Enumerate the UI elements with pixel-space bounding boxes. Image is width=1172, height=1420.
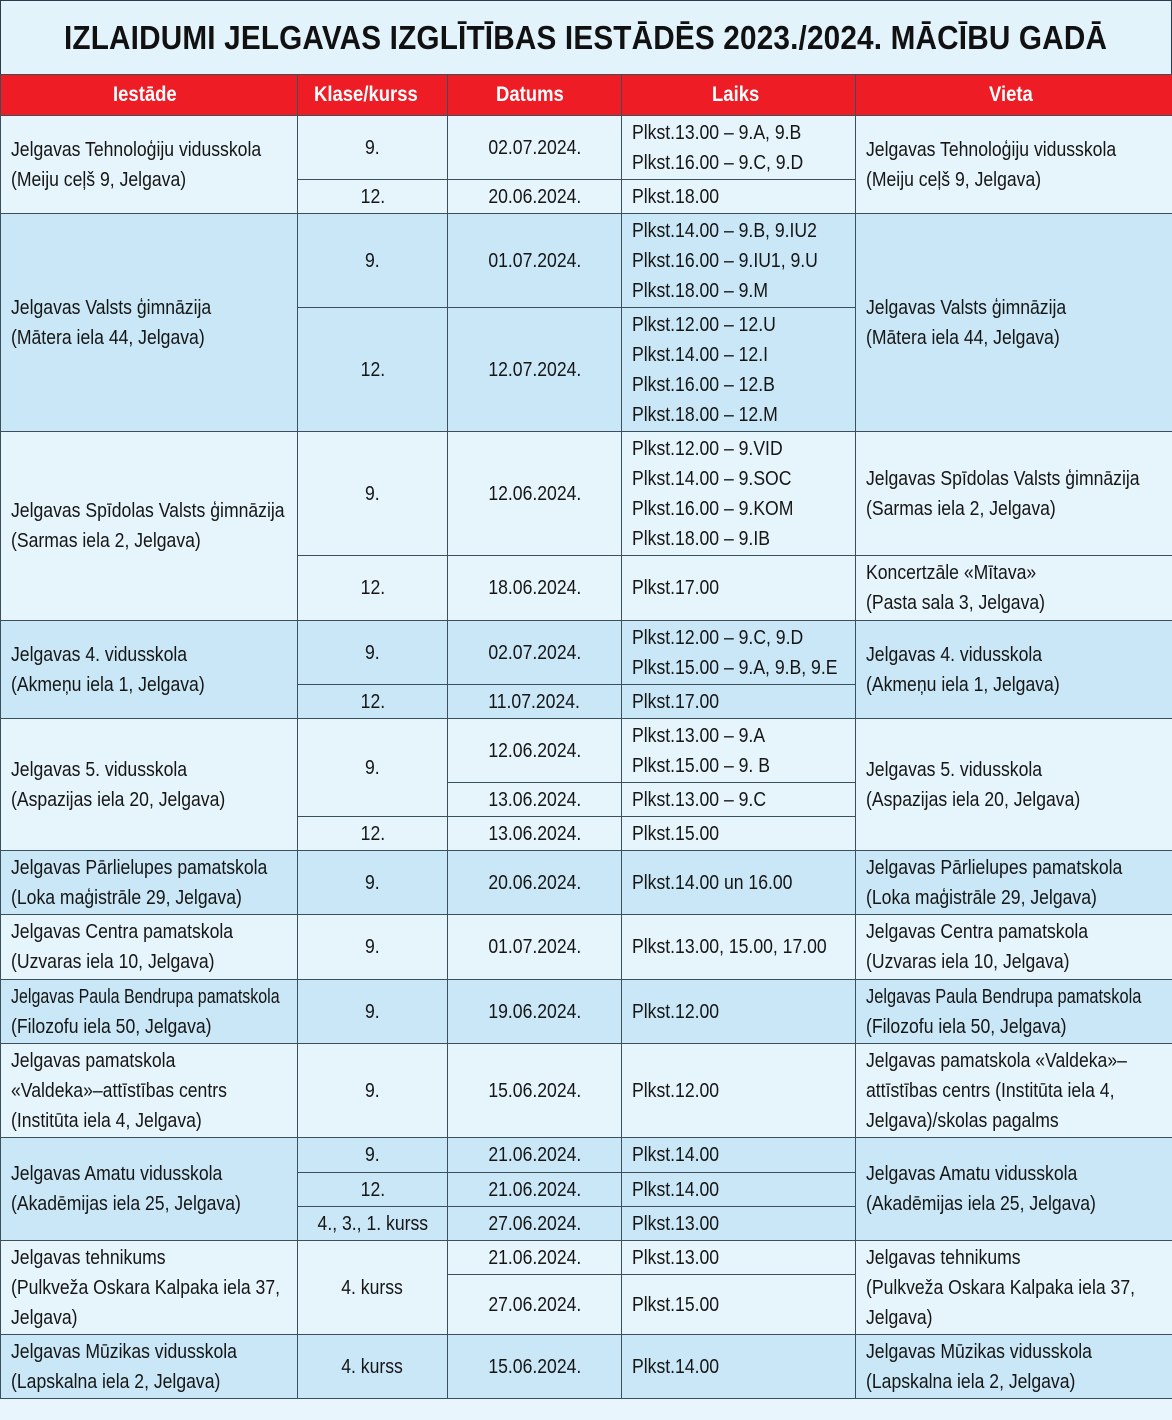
class-cell [298,719,448,817]
cell-text: Klase/kurss [313,83,418,106]
cell-text: (Mātera iela 44, Jelgava) [866,326,1060,349]
school-cell [1,116,298,214]
place-cell [856,1044,1172,1138]
cell-text: (Institūta iela 4, Jelgava) [11,1109,202,1132]
header-iestade [1,75,298,116]
cell-text: 12.06.2024. [488,739,581,762]
cell-text: 12.06.2024. [488,482,581,505]
time-cell [622,817,856,851]
class-cell [298,1044,448,1138]
cell-text: 20.06.2024. [488,871,581,894]
header-vieta [856,75,1172,116]
cell-text: Jelgavas Paula Bendrupa pamatskola [866,985,1142,1008]
cell-text: Plkst.15.00 – 9. B [632,754,770,777]
time-cell [622,1207,856,1241]
cell-text: Plkst.15.00 [632,1293,720,1316]
cell-text: (Loka maģistrāle 29, Jelgava) [11,886,242,909]
cell-text: Plkst.12.00 – 12.U [632,313,776,336]
cell-text: 27.06.2024. [488,1293,581,1316]
table-row [1,621,1172,685]
time-cell [622,915,856,980]
cell-text: Jelgavas Tehnoloģiju vidusskola [11,138,262,161]
table-row [1,980,1172,1044]
cell-text: (Filozofu iela 50, Jelgava) [11,1015,212,1038]
date-cell [448,621,622,685]
cell-text: (Pasta sala 3, Jelgava) [866,592,1046,614]
school-cell [1,1138,298,1241]
table-row [1,1044,1172,1138]
cell-text: Jelgavas Valsts ģimnāzija [866,296,1067,319]
cell-text: Jelgavas pamatskola «Valdeka»– [866,1049,1127,1072]
time-cell [622,980,856,1044]
table-row [1,432,1172,556]
cell-text: 20.06.2024. [488,185,581,208]
header-klase [298,75,448,116]
cell-text: (Akmeņu iela 1, Jelgava) [866,673,1060,696]
cell-text: 15.06.2024. [488,1079,581,1102]
cell-text: Plkst.16.00 – 9.IU1, 9.U [632,249,818,272]
cell-text: 19.06.2024. [488,1000,581,1023]
cell-text: 15.06.2024. [488,1355,581,1378]
table-row [1,719,1172,783]
cell-text: 9. [365,249,380,272]
cell-text: 9. [365,641,380,664]
cell-text: (Sarmas iela 2, Jelgava) [866,497,1056,520]
cell-text: 12. [360,358,385,381]
date-cell [448,432,622,556]
time-cell [622,783,856,817]
cell-text: «Valdeka»–attīstības centrs [11,1079,227,1102]
cell-text: IZLAIDUMI JELGAVAS IZGLĪTĪBAS IESTĀDĒS 2023./2024. MĀCĪBU GADĀ [64,18,1108,56]
cell-text: (Sarmas iela 2, Jelgava) [11,530,201,552]
time-cell [622,1241,856,1275]
school-cell [1,1241,298,1335]
class-cell [298,180,448,214]
cell-text: 12.07.2024. [488,358,581,381]
cell-text: Jelgavas Amatu vidusskola [11,1163,223,1185]
place-cell [856,556,1172,621]
place-cell [856,1138,1172,1241]
table-row [1,1241,1172,1275]
cell-text: 9. [365,482,380,505]
date-cell [448,180,622,214]
cell-text: 9. [365,756,380,779]
cell-text: (Aspazijas iela 20, Jelgava) [11,788,226,811]
date-cell [448,308,622,432]
cell-text: Jelgavas 4. vidusskola [866,643,1043,666]
cell-text: 27.06.2024. [488,1212,581,1235]
cell-text: 12. [360,577,385,599]
cell-text: Plkst.12.00 – 9.C, 9.D [632,626,804,649]
place-cell [856,915,1172,980]
cell-text: (Pulkveža Oskara Kalpaka iela 37, [866,1276,1136,1299]
table-row [1,915,1172,980]
class-cell [298,621,448,685]
time-cell [622,556,856,621]
date-cell [448,1044,622,1138]
cell-text: (Meiju ceļš 9, Jelgava) [866,168,1042,191]
cell-text: 12. [360,185,385,208]
cell-text: (Uzvaras iela 10, Jelgava) [11,951,215,973]
table-row [1,116,1172,180]
cell-text: (Pulkveža Oskara Kalpaka iela 37, [11,1276,281,1299]
class-cell [298,556,448,621]
class-cell [298,1173,448,1207]
cell-text: Jelgavas Spīdolas Valsts ģimnāzija [11,500,285,522]
cell-text: Jelgavas Tehnoloģiju vidusskola [866,138,1117,161]
cell-text: 12. [360,1178,385,1201]
cell-text: Koncertzāle «Mītava» [866,562,1037,584]
cell-text: Plkst.18.00 – 9.M [632,279,768,302]
cell-text: (Akadēmijas iela 25, Jelgava) [11,1193,241,1215]
cell-text: 02.07.2024. [488,136,581,159]
cell-text: attīstības centrs (Institūta iela 4, [866,1079,1115,1102]
cell-text: Plkst.15.00 [632,822,720,845]
table-row [1,1138,1172,1173]
date-cell [448,851,622,915]
cell-text: Jelgavas tehnikums [11,1246,166,1269]
place-cell [856,214,1172,432]
place-cell [856,980,1172,1044]
cell-text: Jelgavas 5. vidusskola [866,758,1043,781]
cell-text: Jelgavas Mūzikas vidusskola [11,1340,237,1363]
table-row [1,1335,1172,1399]
place-cell [856,621,1172,719]
cell-text: Vieta [989,83,1033,106]
cell-text: Jelgava)/skolas pagalms [866,1109,1059,1132]
table-row [1,214,1172,308]
cell-text: Plkst.14.00 – 12.I [632,343,769,366]
school-cell [1,621,298,719]
header-row [1,75,1172,116]
cell-text: Plkst.14.00 – 9.SOC [632,467,792,490]
time-cell [622,180,856,214]
time-cell [622,308,856,432]
date-cell [448,1275,622,1335]
cell-text: (Meiju ceļš 9, Jelgava) [11,168,187,191]
time-cell [622,851,856,915]
time-cell [622,116,856,180]
cell-text: (Akadēmijas iela 25, Jelgava) [866,1193,1096,1215]
time-cell [622,1275,856,1335]
class-cell [298,915,448,980]
cell-text: 21.06.2024. [488,1246,581,1269]
time-cell [622,1335,856,1399]
cell-text: Plkst.16.00 – 9.KOM [632,497,794,520]
school-cell [1,851,298,915]
date-cell [448,1335,622,1399]
cell-text: 11.07.2024. [488,690,581,713]
cell-text: Jelgavas 5. vidusskola [11,758,188,781]
date-cell [448,1138,622,1173]
cell-text: 01.07.2024. [488,936,581,958]
cell-text: Plkst.13.00, 15.00, 17.00 [632,936,827,958]
cell-text: Plkst.17.00 [632,690,720,713]
cell-text: Plkst.13.00 [632,1246,720,1269]
date-cell [448,1207,622,1241]
cell-text: (Lapskalna iela 2, Jelgava) [11,1370,221,1393]
cell-text: 9. [365,1144,380,1166]
cell-text: Plkst.15.00 – 9.A, 9.B, 9.E [632,656,838,679]
school-cell [1,214,298,432]
cell-text: Plkst.14.00 [632,1144,720,1166]
school-cell [1,432,298,621]
cell-text: Plkst.13.00 – 9.A [632,724,766,747]
cell-text: Plkst.18.00 – 9.IB [632,527,770,550]
cell-text: 21.06.2024. [488,1144,581,1166]
date-cell [448,783,622,817]
cell-text: Jelgava) [866,1306,933,1329]
cell-text: Plkst.18.00 – 12.M [632,403,778,426]
cell-text: Jelgava) [11,1306,78,1329]
cell-text: 01.07.2024. [488,249,581,272]
date-cell [448,1173,622,1207]
time-cell [622,1044,856,1138]
cell-text: 9. [365,871,380,894]
class-cell [298,308,448,432]
cell-text: 9. [365,1079,380,1102]
class-cell [298,980,448,1044]
cell-text: Jelgavas Pārlielupes pamatskola [866,856,1123,879]
page-title [0,0,1172,74]
cell-text: Datums [495,83,564,106]
cell-text: Plkst.14.00 [632,1178,720,1201]
time-cell [622,1173,856,1207]
place-cell [856,432,1172,556]
cell-text: Plkst.14.00 [632,1355,720,1378]
place-cell [856,1241,1172,1335]
time-cell [622,685,856,719]
cell-text: 02.07.2024. [488,641,581,664]
cell-text: 4. kurss [341,1355,404,1378]
date-cell [448,719,622,783]
place-cell [856,1335,1172,1399]
date-cell [448,214,622,308]
date-cell [448,116,622,180]
cell-text: (Loka maģistrāle 29, Jelgava) [866,886,1097,909]
cell-text: (Filozofu iela 50, Jelgava) [866,1015,1067,1038]
date-cell [448,685,622,719]
cell-text: Plkst.12.00 [632,1000,720,1023]
class-cell [298,817,448,851]
cell-text: 9. [365,136,380,159]
class-cell [298,1138,448,1173]
cell-text: (Lapskalna iela 2, Jelgava) [866,1370,1076,1393]
cell-text: (Mātera iela 44, Jelgava) [11,326,205,349]
cell-text: Jelgavas tehnikums [866,1246,1021,1269]
cell-text: (Aspazijas iela 20, Jelgava) [866,788,1081,811]
cell-text: Plkst.17.00 [632,577,720,599]
class-cell [298,432,448,556]
cell-text: 4. kurss [341,1276,404,1299]
cell-text: Jelgavas Valsts ģimnāzija [11,296,212,319]
cell-text: Plkst.13.00 – 9.A, 9.B [632,121,802,144]
cell-text: Plkst.18.00 [632,185,720,208]
place-cell [856,851,1172,915]
graduation-table [0,74,1172,1399]
school-cell [1,1335,298,1399]
cell-text: Jelgavas Centra pamatskola [11,921,234,943]
table-row [1,851,1172,915]
cell-text: 12. [360,822,385,845]
cell-text: Plkst.13.00 – 9.C [632,788,767,811]
cell-text: Jelgavas Pārlielupes pamatskola [11,856,268,879]
cell-text: Laiks [711,83,759,106]
class-cell [298,685,448,719]
school-cell [1,980,298,1044]
cell-text: Iestāde [112,83,177,106]
cell-text: 13.06.2024. [488,788,581,811]
date-cell [448,817,622,851]
class-cell [298,116,448,180]
cell-text: Jelgavas Mūzikas vidusskola [866,1340,1092,1363]
cell-text: 9. [365,936,380,958]
cell-text: Plkst.16.00 – 9.C, 9.D [632,151,804,174]
school-cell [1,915,298,980]
time-cell [622,1138,856,1173]
school-cell [1,719,298,851]
cell-text: Jelgavas 4. vidusskola [11,643,188,666]
header-laiks [622,75,856,116]
cell-text: (Uzvaras iela 10, Jelgava) [866,951,1070,973]
time-cell [622,621,856,685]
school-cell [1,1044,298,1138]
class-cell [298,1335,448,1399]
date-cell [448,556,622,621]
time-cell [622,432,856,556]
time-cell [622,719,856,783]
cell-text: Plkst.14.00 – 9.B, 9.IU2 [632,219,817,242]
cell-text: 18.06.2024. [488,577,581,599]
place-cell [856,719,1172,851]
cell-text: Plkst.13.00 [632,1212,720,1235]
cell-text: Plkst.12.00 – 9.VID [632,437,783,460]
cell-text: Plkst.12.00 [632,1079,720,1102]
cell-text: 21.06.2024. [488,1178,581,1201]
cell-text: 4., 3., 1. kurss [317,1212,428,1235]
cell-text: Jelgavas Amatu vidusskola [866,1163,1078,1185]
cell-text: Jelgavas Paula Bendrupa pamatskola [11,985,280,1008]
cell-text: Jelgavas pamatskola [11,1049,176,1072]
time-cell [622,214,856,308]
class-cell [298,1241,448,1335]
date-cell [448,1241,622,1275]
cell-text: 13.06.2024. [488,822,581,845]
class-cell [298,1207,448,1241]
place-cell [856,116,1172,214]
class-cell [298,851,448,915]
cell-text: Jelgavas Spīdolas Valsts ģimnāzija [866,467,1140,490]
cell-text: Jelgavas Centra pamatskola [866,921,1089,943]
header-datums [448,75,622,116]
cell-text: 9. [365,1000,380,1023]
class-cell [298,214,448,308]
date-cell [448,915,622,980]
cell-text: (Akmeņu iela 1, Jelgava) [11,673,205,696]
cell-text: Plkst.16.00 – 12.B [632,373,775,396]
date-cell [448,980,622,1044]
cell-text: 12. [360,690,385,713]
cell-text: Plkst.14.00 un 16.00 [632,871,793,894]
